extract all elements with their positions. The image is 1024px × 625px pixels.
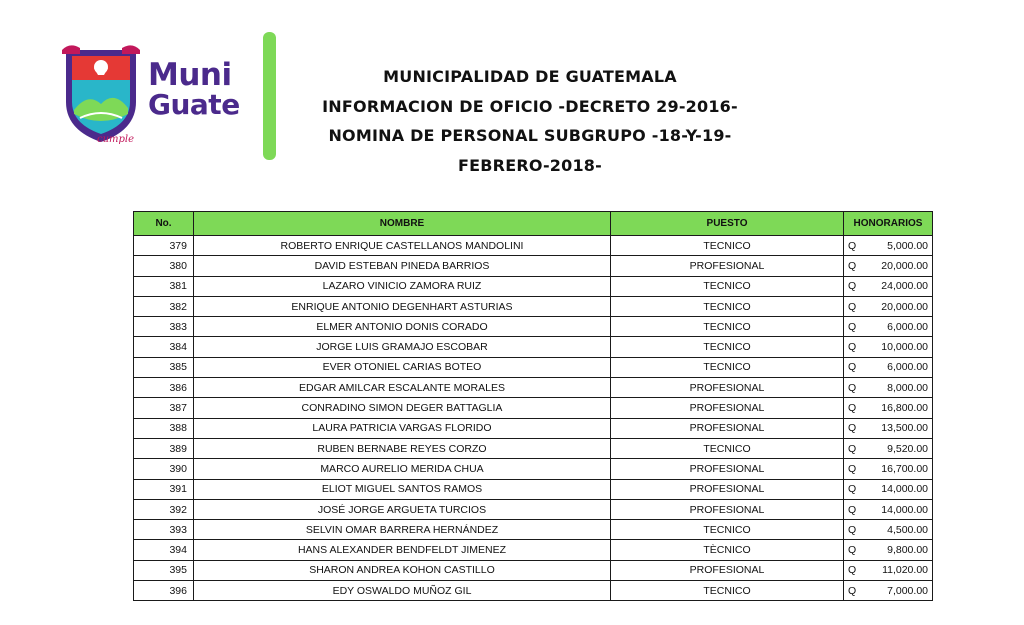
shield-crest-icon: [60, 42, 142, 147]
row-honorarios: [844, 296, 933, 316]
row-role: TECNICO: [611, 276, 844, 296]
row-honorarios: [844, 459, 933, 479]
row-name: EDY OSWALDO MUÑOZ GIL: [194, 581, 611, 601]
col-header-role: PUESTO: [611, 212, 844, 236]
title-line-1: MUNICIPALIDAD DE GUATEMALA: [383, 67, 677, 86]
row-name: HANS ALEXANDER BENDFELDT JIMENEZ: [194, 540, 611, 560]
row-honorarios: [844, 236, 933, 256]
row-number: 387: [134, 398, 194, 418]
row-role: TECNICO: [611, 337, 844, 357]
amount-value: 5,000.00: [887, 239, 928, 252]
table-row: [134, 236, 933, 256]
row-role: TECNICO: [611, 296, 844, 316]
document-title: [290, 62, 770, 180]
amount-value: 8,000.00: [887, 381, 928, 394]
row-honorarios: [844, 499, 933, 519]
row-role: TECNICO: [611, 438, 844, 458]
row-honorarios: [844, 581, 933, 601]
row-honorarios: [844, 256, 933, 276]
table-row: [134, 560, 933, 580]
row-name: ENRIQUE ANTONIO DEGENHART ASTURIAS: [194, 296, 611, 316]
row-honorarios: [844, 398, 933, 418]
table-row: [134, 337, 933, 357]
row-name: JOSÉ JORGE ARGUETA TURCIOS: [194, 499, 611, 519]
row-role: TECNICO: [611, 317, 844, 337]
amount-value: 9,800.00: [887, 544, 928, 557]
row-role: PROFESIONAL: [611, 256, 844, 276]
row-honorarios: [844, 520, 933, 540]
table-row: [134, 357, 933, 377]
row-honorarios: [844, 337, 933, 357]
row-name: MARCO AURELIO MERIDA CHUA: [194, 459, 611, 479]
row-number: 390: [134, 459, 194, 479]
row-role: PROFESIONAL: [611, 378, 844, 398]
row-role: TÈCNICO: [611, 540, 844, 560]
amount-value: 4,500.00: [887, 523, 928, 536]
row-number: 388: [134, 418, 194, 438]
table-row: [134, 418, 933, 438]
currency-symbol: Q: [848, 483, 857, 496]
muniguate-logo: [60, 42, 260, 152]
row-name: CONRADINO SIMON DEGER BATTAGLIA: [194, 398, 611, 418]
row-name: JORGE LUIS GRAMAJO ESCOBAR: [194, 337, 611, 357]
row-name: ELMER ANTONIO DONIS CORADO: [194, 317, 611, 337]
row-number: 380: [134, 256, 194, 276]
row-number: 379: [134, 236, 194, 256]
row-name: ROBERTO ENRIQUE CASTELLANOS MANDOLINI: [194, 236, 611, 256]
row-honorarios: [844, 479, 933, 499]
row-role: TECNICO: [611, 357, 844, 377]
currency-symbol: Q: [848, 381, 857, 394]
currency-symbol: Q: [848, 442, 857, 455]
table-row: [134, 317, 933, 337]
row-name: EDGAR AMILCAR ESCALANTE MORALES: [194, 378, 611, 398]
currency-symbol: Q: [848, 402, 857, 415]
row-name: RUBEN BERNABE REYES CORZO: [194, 438, 611, 458]
row-role: TECNICO: [611, 581, 844, 601]
logo-tagline: cumple: [97, 134, 135, 145]
logo-line1: Muni: [148, 57, 232, 93]
row-number: 391: [134, 479, 194, 499]
amount-value: 14,000.00: [881, 483, 928, 496]
row-number: 392: [134, 499, 194, 519]
logo-wordmark: [148, 57, 240, 121]
currency-symbol: Q: [848, 320, 857, 333]
table-row: [134, 459, 933, 479]
table-row: [134, 256, 933, 276]
amount-value: 20,000.00: [881, 300, 928, 313]
row-number: 386: [134, 378, 194, 398]
amount-value: 20,000.00: [881, 259, 928, 272]
table-row: [134, 540, 933, 560]
amount-value: 16,700.00: [881, 462, 928, 475]
row-honorarios: [844, 276, 933, 296]
title-line-2: INFORMACION DE OFICIO -DECRETO 29-2016-: [322, 96, 738, 116]
amount-value: 6,000.00: [887, 320, 928, 333]
currency-symbol: Q: [848, 422, 857, 435]
row-name: LAURA PATRICIA VARGAS FLORIDO: [194, 418, 611, 438]
row-honorarios: [844, 357, 933, 377]
row-role: TECNICO: [611, 520, 844, 540]
currency-symbol: Q: [848, 239, 857, 252]
row-number: 393: [134, 520, 194, 540]
row-role: PROFESIONAL: [611, 479, 844, 499]
row-number: 381: [134, 276, 194, 296]
row-number: 396: [134, 581, 194, 601]
currency-symbol: Q: [848, 462, 857, 475]
amount-value: 7,000.00: [887, 584, 928, 597]
row-honorarios: [844, 317, 933, 337]
amount-value: 9,520.00: [887, 442, 928, 455]
table-row: [134, 398, 933, 418]
row-number: 384: [134, 337, 194, 357]
row-name: SHARON ANDREA KOHON CASTILLO: [194, 560, 611, 580]
currency-symbol: Q: [848, 584, 857, 597]
amount-value: 10,000.00: [881, 341, 928, 354]
row-honorarios: [844, 378, 933, 398]
row-role: TECNICO: [611, 236, 844, 256]
amount-value: 13,500.00: [881, 422, 928, 435]
table-row: [134, 479, 933, 499]
table-row: [134, 581, 933, 601]
row-honorarios: [844, 560, 933, 580]
currency-symbol: Q: [848, 341, 857, 354]
row-number: 383: [134, 317, 194, 337]
col-header-no: No.: [134, 212, 194, 236]
row-number: 389: [134, 438, 194, 458]
currency-symbol: Q: [848, 523, 857, 536]
logo-line2: Guate: [148, 88, 240, 121]
row-role: PROFESIONAL: [611, 560, 844, 580]
currency-symbol: Q: [848, 544, 857, 557]
currency-symbol: Q: [848, 503, 857, 516]
row-honorarios: [844, 540, 933, 560]
row-number: 382: [134, 296, 194, 316]
table-row: [134, 378, 933, 398]
currency-symbol: Q: [848, 300, 857, 313]
table-row: [134, 296, 933, 316]
row-role: PROFESIONAL: [611, 499, 844, 519]
personnel-table: [133, 211, 933, 601]
row-number: 395: [134, 560, 194, 580]
row-role: PROFESIONAL: [611, 418, 844, 438]
currency-symbol: Q: [848, 564, 857, 577]
currency-symbol: Q: [848, 361, 857, 374]
table-header-row: [134, 212, 933, 236]
currency-symbol: Q: [848, 259, 857, 272]
table-row: [134, 438, 933, 458]
title-line-3: NOMINA DE PERSONAL SUBGRUPO -18-Y-19-: [328, 126, 732, 145]
row-role: PROFESIONAL: [611, 459, 844, 479]
row-name: EVER OTONIEL CARIAS BOTEO: [194, 357, 611, 377]
row-name: ELIOT MIGUEL SANTOS RAMOS: [194, 479, 611, 499]
row-name: DAVID ESTEBAN PINEDA BARRIOS: [194, 256, 611, 276]
row-honorarios: [844, 438, 933, 458]
table-row: [134, 520, 933, 540]
col-header-name: NOMBRE: [194, 212, 611, 236]
amount-value: 6,000.00: [887, 361, 928, 374]
amount-value: 16,800.00: [881, 402, 928, 415]
row-role: PROFESIONAL: [611, 398, 844, 418]
table-row: [134, 499, 933, 519]
amount-value: 11,020.00: [882, 564, 928, 577]
row-honorarios: [844, 418, 933, 438]
row-number: 385: [134, 357, 194, 377]
row-name: LAZARO VINICIO ZAMORA RUIZ: [194, 276, 611, 296]
divider-bar: [263, 32, 276, 160]
row-name: SELVIN OMAR BARRERA HERNÁNDEZ: [194, 520, 611, 540]
col-header-honorarios: HONORARIOS: [844, 212, 933, 236]
currency-symbol: Q: [848, 280, 857, 293]
title-line-4: FEBRERO-2018-: [458, 155, 602, 175]
amount-value: 24,000.00: [881, 280, 928, 293]
table-row: [134, 276, 933, 296]
row-number: 394: [134, 540, 194, 560]
amount-value: 14,000.00: [881, 503, 928, 516]
